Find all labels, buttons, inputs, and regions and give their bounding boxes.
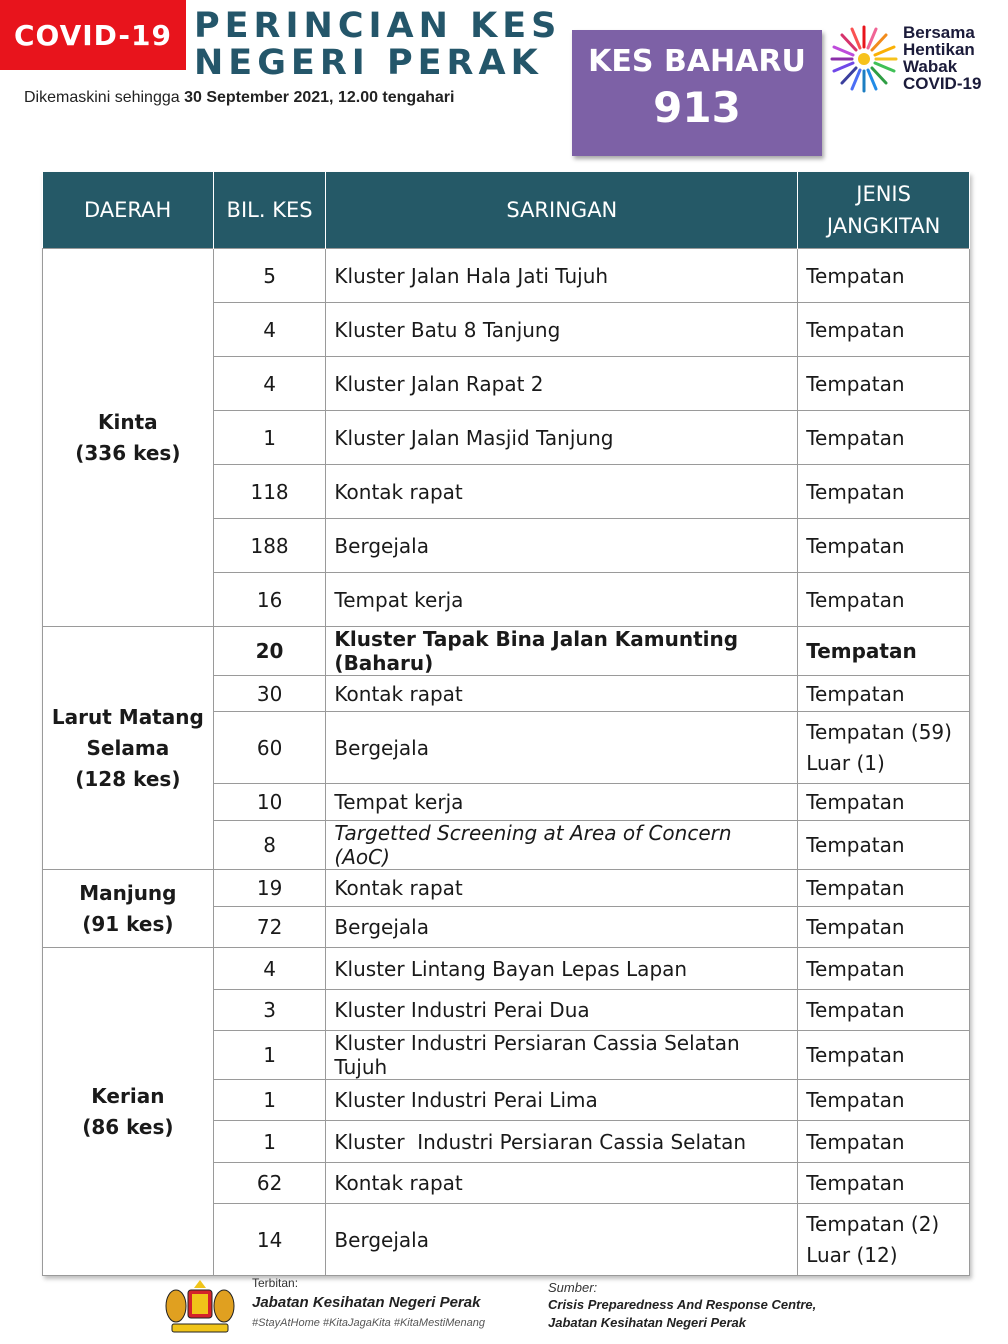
daerah-name: Larut Matang <box>51 704 204 729</box>
saringan-cell: Kluster Tapak Bina Jalan Kamunting (Baharu) <box>326 627 798 676</box>
logo-text-line-3: Wabak <box>903 57 958 76</box>
saringan-cell: Kluster Jalan Rapat 2 <box>326 357 798 411</box>
daerah-name-line-2: Selama <box>86 735 170 760</box>
saringan-cell: Kluster Industri Persiaran Cassia Selatan <box>326 1121 798 1163</box>
saringan-cell: Kontak rapat <box>326 1163 798 1204</box>
bil-kes-cell: 1 <box>213 1121 326 1163</box>
col-header-saringan: SARINGAN <box>326 172 798 249</box>
title-line-2: NEGERI PERAK <box>194 43 543 83</box>
saringan-cell: Kluster Industri Perai Lima <box>326 1080 798 1121</box>
jenis-cell: Tempatan <box>798 411 970 465</box>
title-line-1: PERINCIAN KES <box>194 6 562 46</box>
saringan-cell: Kluster Lintang Bayan Lepas Lapan <box>326 948 798 990</box>
jenis-line-1: Tempatan (59) <box>806 719 952 744</box>
bil-kes-cell: 10 <box>213 784 326 821</box>
jenis-cell <box>798 712 970 784</box>
col-header-daerah: DAERAH <box>43 172 214 249</box>
bil-kes-cell: 4 <box>213 357 326 411</box>
saringan-cell: Targetted Screening at Area of Concern (AoC) <box>326 821 798 870</box>
daerah-name: Kerian <box>91 1083 165 1108</box>
bil-kes-cell: 1 <box>213 1080 326 1121</box>
table-row <box>43 948 970 990</box>
logo-text <box>903 24 981 92</box>
jenis-cell: Tempatan <box>798 676 970 712</box>
updated-prefix: Dikemaskini sehingga <box>24 89 185 106</box>
jenis-line-1: Tempatan (2) <box>806 1211 940 1236</box>
sunburst-logo-icon <box>828 20 900 98</box>
published-label: Terbitan: <box>252 1276 299 1290</box>
footer-source <box>548 1280 816 1331</box>
source-line-1: Crisis Preparedness And Response Centre, <box>548 1297 817 1312</box>
saringan-cell: Bergejala <box>326 712 798 784</box>
case-table <box>42 172 970 1276</box>
jenis-line-2: Luar (1) <box>806 750 885 775</box>
table-row <box>43 249 970 303</box>
saringan-cell: Kontak rapat <box>326 465 798 519</box>
updated-timestamp <box>24 89 454 107</box>
jenis-cell: Tempatan <box>798 303 970 357</box>
bil-kes-cell: 30 <box>213 676 326 712</box>
daerah-count: (91 kes) <box>82 911 174 936</box>
bil-kes-cell: 4 <box>213 303 326 357</box>
jenis-cell: Tempatan <box>798 870 970 907</box>
jenis-cell: Tempatan <box>798 948 970 990</box>
bil-kes-cell: 1 <box>213 1031 326 1080</box>
covid-badge: COVID-19 <box>0 0 186 70</box>
col-header-bil-kes: BIL. KES <box>213 172 326 249</box>
logo-text-line-2: Hentikan <box>903 40 975 59</box>
table-header-row <box>43 172 970 249</box>
jenis-cell: Tempatan <box>798 1080 970 1121</box>
col-header-jenis-line-1: JENIS <box>856 182 911 206</box>
saringan-cell: Kontak rapat <box>326 676 798 712</box>
jenis-cell: Tempatan <box>798 1031 970 1080</box>
daerah-cell-manjung <box>43 870 214 948</box>
bil-kes-cell: 118 <box>213 465 326 519</box>
saringan-cell: Kluster Jalan Hala Jati Tujuh <box>326 249 798 303</box>
jenis-cell: Tempatan <box>798 465 970 519</box>
daerah-cell-kerian <box>43 948 214 1276</box>
footer-publisher <box>252 1276 485 1329</box>
daerah-count: (86 kes) <box>82 1114 174 1139</box>
new-cases-value: 913 <box>653 83 741 132</box>
logo-text-line-4: COVID-19 <box>903 74 982 93</box>
bil-kes-cell: 60 <box>213 712 326 784</box>
bil-kes-cell: 188 <box>213 519 326 573</box>
source-line-2: Jabatan Kesihatan Negeri Perak <box>548 1315 746 1330</box>
hashtags: #StayAtHome #KitaJagaKita #KitaMestiMenang <box>252 1317 485 1329</box>
saringan-cell: Bergejala <box>326 907 798 948</box>
jenis-cell: Tempatan <box>798 573 970 627</box>
jenis-cell <box>798 1204 970 1276</box>
new-cases-box <box>572 30 822 156</box>
bil-kes-cell: 19 <box>213 870 326 907</box>
department-name: Jabatan Kesihatan Negeri Perak <box>252 1294 481 1311</box>
bil-kes-cell: 4 <box>213 948 326 990</box>
saringan-cell: Kluster Jalan Masjid Tanjung <box>326 411 798 465</box>
daerah-count: (128 kes) <box>75 766 181 791</box>
jenis-line-2: Luar (12) <box>806 1242 898 1267</box>
saringan-cell: Kluster Batu 8 Tanjung <box>326 303 798 357</box>
jenis-cell: Tempatan <box>798 990 970 1031</box>
jenis-cell: Tempatan <box>798 627 970 676</box>
table-row <box>43 870 970 907</box>
logo-text-line-1: Bersama <box>903 23 975 42</box>
daerah-cell-kinta <box>43 249 214 627</box>
page-title <box>194 8 561 82</box>
daerah-cell-larut-matang-selama <box>43 627 214 870</box>
jenis-cell: Tempatan <box>798 907 970 948</box>
jenis-cell: Tempatan <box>798 784 970 821</box>
new-cases-label: KES BAHARU <box>588 44 806 79</box>
jenis-cell: Tempatan <box>798 1163 970 1204</box>
jenis-cell: Tempatan <box>798 821 970 870</box>
jenis-cell: Tempatan <box>798 249 970 303</box>
saringan-cell: Tempat kerja <box>326 573 798 627</box>
bil-kes-cell: 3 <box>213 990 326 1031</box>
bil-kes-cell: 14 <box>213 1204 326 1276</box>
daerah-count: (336 kes) <box>75 440 181 465</box>
table-row <box>43 627 970 676</box>
saringan-cell: Kluster Industri Perai Dua <box>326 990 798 1031</box>
bil-kes-cell: 72 <box>213 907 326 948</box>
bil-kes-cell: 16 <box>213 573 326 627</box>
bil-kes-cell: 20 <box>213 627 326 676</box>
bil-kes-cell: 1 <box>213 411 326 465</box>
jenis-cell: Tempatan <box>798 357 970 411</box>
coat-of-arms-icon <box>160 1276 240 1338</box>
saringan-cell: Bergejala <box>326 1204 798 1276</box>
col-header-jenis-line-2: JANGKITAN <box>826 214 941 238</box>
jenis-cell: Tempatan <box>798 1121 970 1163</box>
bil-kes-cell: 8 <box>213 821 326 870</box>
saringan-cell: Tempat kerja <box>326 784 798 821</box>
daerah-name: Manjung <box>79 880 177 905</box>
saringan-cell: Bergejala <box>326 519 798 573</box>
bil-kes-cell: 5 <box>213 249 326 303</box>
col-header-jenis-jangkitan <box>798 172 970 249</box>
bil-kes-cell: 62 <box>213 1163 326 1204</box>
source-label: Sumber: <box>548 1280 598 1295</box>
jenis-cell: Tempatan <box>798 519 970 573</box>
campaign-logo <box>828 20 1008 98</box>
daerah-name: Kinta <box>98 409 158 434</box>
saringan-cell: Kluster Industri Persiaran Cassia Selatan Tujuh <box>326 1031 798 1080</box>
saringan-cell: Kontak rapat <box>326 870 798 907</box>
updated-date: 30 September 2021, 12.00 tengahari <box>184 89 455 106</box>
